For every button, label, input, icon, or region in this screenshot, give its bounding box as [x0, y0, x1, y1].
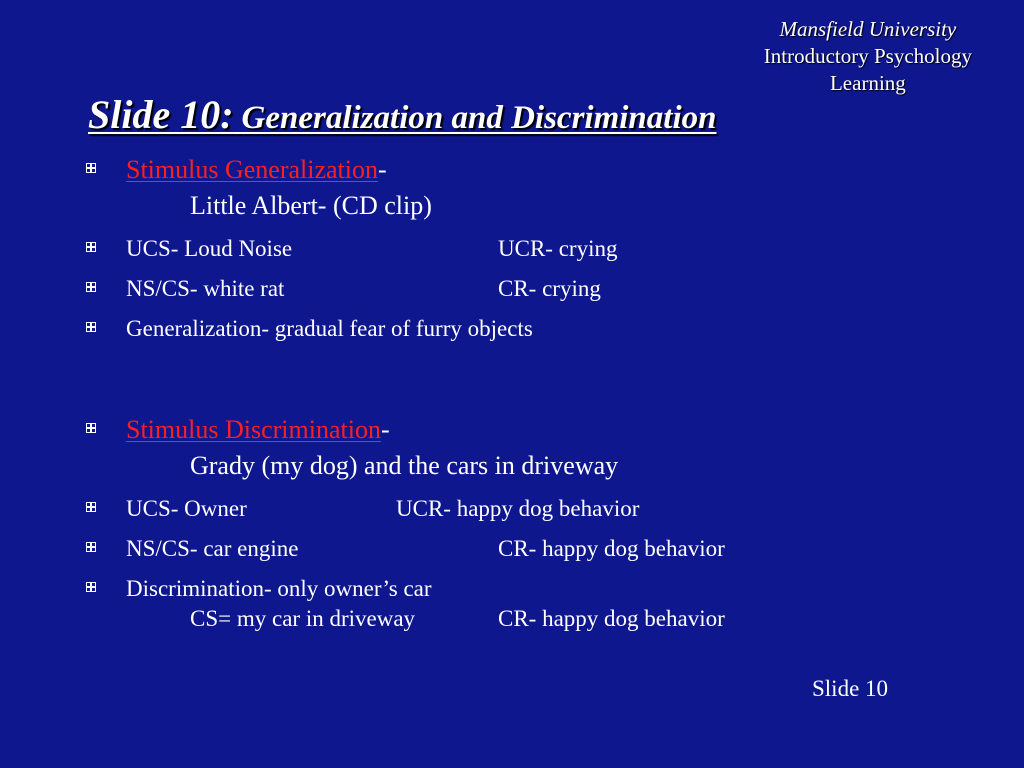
slide-number: Slide 10: [812, 676, 889, 701]
bullet-ns-cs-white-rat: [86, 274, 986, 304]
slide-content: [86, 152, 986, 644]
generalization-summary: Generalization- gradual fear of furry objects: [126, 316, 533, 341]
boxed-cross-icon: [86, 163, 96, 173]
bullet-discrimination-summary: [86, 574, 986, 634]
course-header: [764, 16, 972, 97]
cs-car-label: CS= my car in driveway: [190, 606, 416, 631]
ucr-label: UCR- crying: [498, 236, 618, 261]
slide-title-prefix: Slide 10:: [88, 92, 234, 137]
stimulus-discrimination-link[interactable]: Stimulus Discrimination: [126, 415, 381, 444]
boxed-cross-icon: [86, 282, 96, 292]
topic-name: Learning: [829, 71, 906, 95]
bullet-ns-cs-car-engine: [86, 534, 986, 564]
ns-cs-label: NS/CS- white rat: [126, 276, 285, 301]
heading-dash: -: [378, 155, 387, 184]
boxed-cross-icon: [86, 242, 96, 252]
boxed-cross-icon: [86, 423, 96, 433]
cr-label: CR- happy dog behavior: [498, 606, 725, 631]
cr-label: CR- happy dog behavior: [498, 536, 725, 561]
ucs-label: UCS- Owner: [126, 496, 247, 521]
bullet-stimulus-generalization: [86, 152, 986, 224]
boxed-cross-icon: [86, 582, 96, 592]
bullet-stimulus-discrimination: [86, 412, 986, 484]
heading-dash: -: [380, 415, 390, 444]
course-name: Introductory Psychology: [763, 44, 972, 68]
ucr-label: UCR- happy dog behavior: [396, 496, 640, 521]
boxed-cross-icon: [86, 502, 96, 512]
slide-title: [88, 92, 716, 141]
little-albert-example: Little Albert- (CD clip): [190, 191, 432, 220]
section-gap: [86, 354, 986, 412]
ucs-label: UCS- Loud Noise: [126, 236, 293, 261]
ns-cs-label: NS/CS- car engine: [126, 536, 299, 561]
bullet-generalization-summary: [86, 314, 986, 344]
boxed-cross-icon: [86, 542, 96, 552]
discrimination-summary: Discrimination- only owner’s car: [126, 576, 432, 601]
bullet-ucs-loud-noise: [86, 234, 986, 264]
grady-example: Grady (my dog) and the cars in driveway: [190, 451, 619, 480]
university-name: Mansfield University: [779, 17, 957, 41]
slide-title-text: Generalization and Discrimination: [241, 100, 717, 136]
bullet-ucs-owner: [86, 494, 986, 524]
boxed-cross-icon: [86, 322, 96, 332]
stimulus-generalization-link[interactable]: Stimulus Generalization: [126, 155, 379, 184]
cr-label: CR- crying: [498, 276, 601, 301]
